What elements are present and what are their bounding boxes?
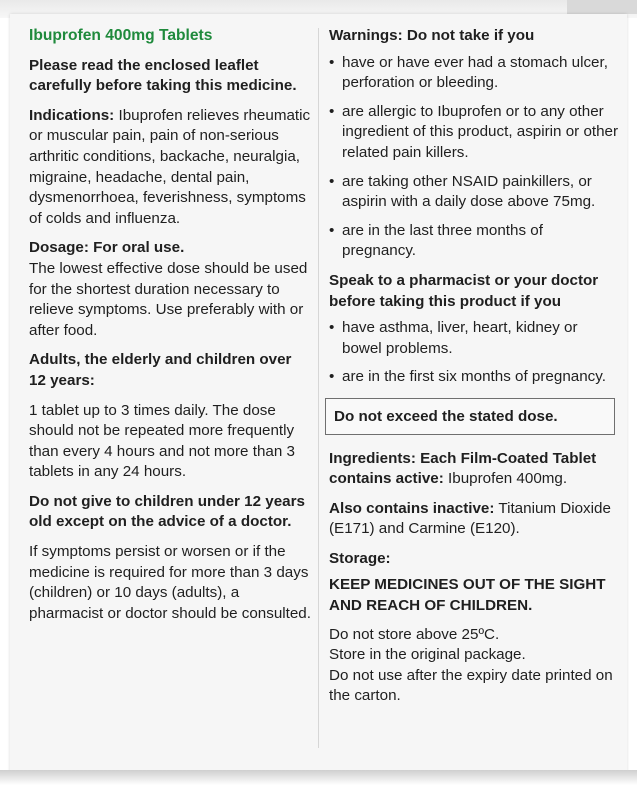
column-divider [318,28,319,748]
inactive-ingredients [329,499,619,540]
list-item [329,367,619,388]
keep-out-of-reach: KEEP MEDICINES OUT OF THE SIGHT AND REACH OF CHILDREN. [329,576,606,615]
speak-list [329,318,619,388]
storage-line: Do not use after the expiry date printed on the carton. [329,666,613,705]
ingredients [329,449,619,490]
bullet-icon: • [329,221,335,239]
storage-instructions [329,625,619,707]
ingredients-text: Ibuprofen 400mg. [448,470,568,488]
adults-text: 1 tablet up to 3 times daily. The dose should not be repeated more frequently than every 4 hours and not more than 3 tablets in any 24 hours. [29,401,295,481]
inactive-text: Titanium Dioxide (E171) and Carmine (E120). [329,499,611,538]
storage-line: Do not store above 25ºC. [329,625,500,643]
list-item [329,318,619,359]
dosage-text: The lowest effective dose should be used for the shortest duration necessary to relieve symptoms. Use preferably with or after food. [29,259,308,339]
bullet-icon: • [329,53,335,71]
bullet-icon: • [329,172,335,190]
warnings-list [329,53,619,262]
speak-text: have asthma, liver, heart, kidney or bowel problems. [342,319,578,357]
storage-heading: Storage: [329,549,391,567]
speak-heading: Speak to a pharmacist or your doctor before taking this product if you [329,271,599,310]
product-title: Ibuprofen 400mg Tablets [29,27,213,44]
warning-text: are in the last three months of pregnancy. [342,221,543,260]
carton-bottom-shadow [0,770,637,785]
inactive-label: Also contains inactive: [329,499,495,517]
warning-text: are allergic to Ibuprofen or to any other ingredient of this product, aspirin or other related pain killers. [342,102,619,161]
list-item [329,53,619,94]
indications-label: Indications: [29,106,115,124]
adults-heading: Adults, the elderly and children over 12 years: [29,351,292,389]
list-item [329,172,619,213]
list-item [329,221,619,262]
carton-flap [567,0,637,14]
persist-text: If symptoms persist or worsen or if the medicine is required for more than 3 days (children) or 10 days (adults), a pharmacist or doctor should be consulted. [29,543,311,622]
ingredients-label: Ingredients: Each Film-Coated Tablet contains active: [329,449,597,488]
children-warning: Do not give to children under 12 years old except on the advice of a doctor. [29,492,305,531]
list-item [329,102,619,164]
warning-text: have or have ever had a stomach ulcer, perforation or bleeding. [342,53,608,92]
indications [29,106,311,230]
left-column [29,26,311,633]
warning-text: are taking other NSAID painkillers, or aspirin with a daily dose above 75mg. [342,172,596,211]
dose-limit-box: Do not exceed the stated dose. [325,398,615,435]
indications-text: Ibuprofen relieves rheumatic or muscular pain, pain of non-serious arthritic conditions, backache, neuralgia, migraine, headache, dental pain, dysmenorrhoea, feverishness, symptoms of colds and influenza. [29,106,311,227]
bullet-icon: • [329,368,335,386]
bullet-icon: • [329,319,335,337]
bullet-icon: • [329,102,335,120]
storage-line: Store in the original package. [329,646,526,664]
dosage-heading: Dosage: For oral use. [29,239,185,257]
speak-text: are in the first six months of pregnancy. [342,368,606,386]
intro-notice: Please read the enclosed leaflet carefully before taking this medicine. [29,56,297,95]
right-column [329,26,619,707]
warnings-heading: Warnings: Do not take if you [329,27,535,44]
